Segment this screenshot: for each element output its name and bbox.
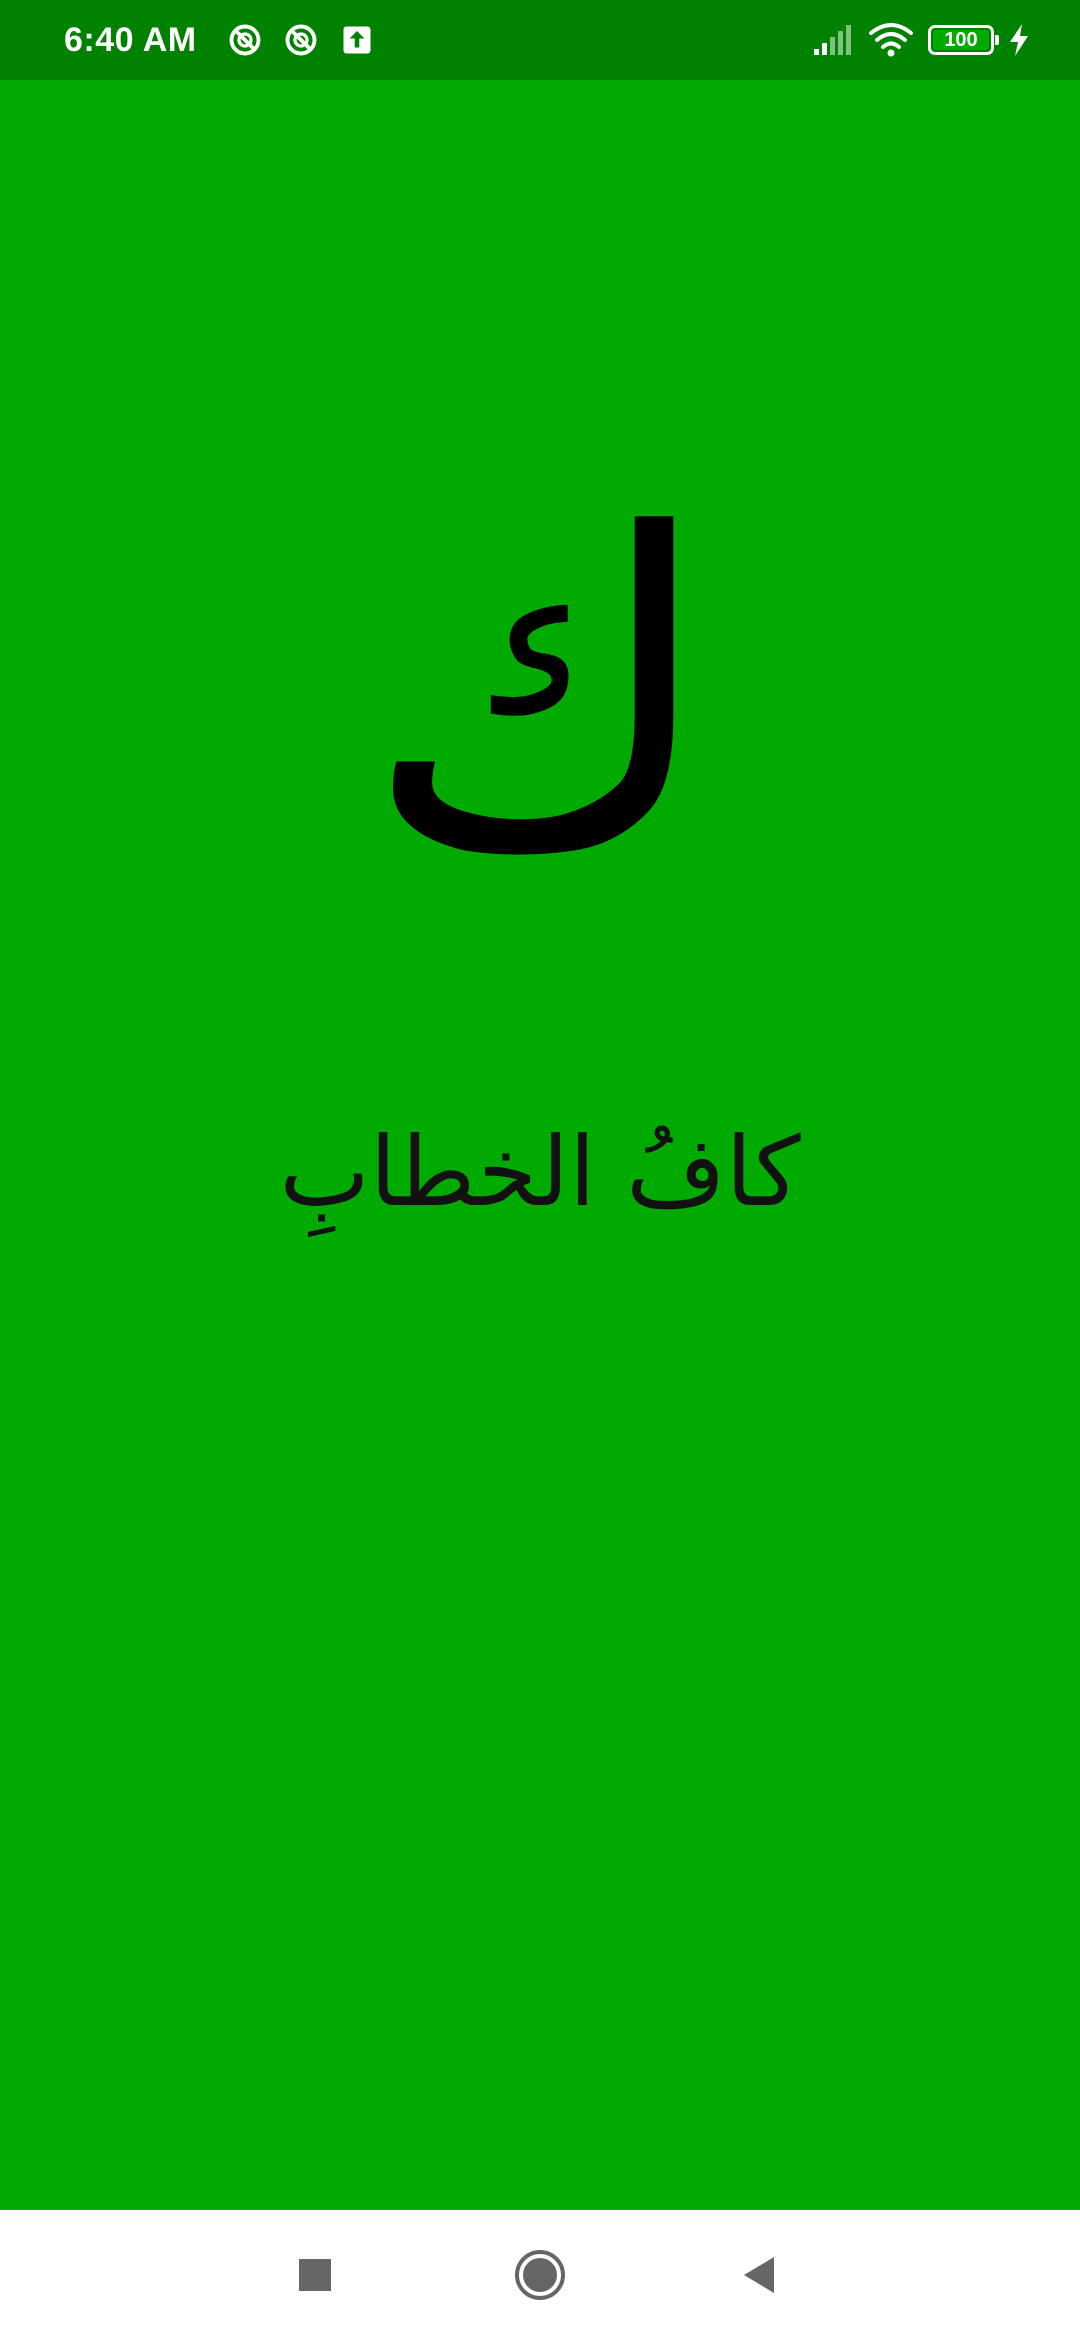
signal-icon <box>812 23 854 57</box>
wifi-icon <box>868 21 914 59</box>
battery-level: 100 <box>944 28 978 51</box>
letter-name: كافُ الخطابِ <box>279 1116 801 1228</box>
navigation-bar <box>0 2210 1080 2340</box>
battery-icon <box>928 25 994 55</box>
no-disturb-icon <box>227 22 263 58</box>
clock: 6:40 AM <box>64 20 197 59</box>
no-disturb-icon <box>283 22 319 58</box>
status-bar <box>0 0 1080 80</box>
triangle-back-icon <box>740 2255 780 2295</box>
arabic-letter: ك <box>362 445 718 945</box>
back-button[interactable] <box>725 2240 795 2310</box>
home-button[interactable] <box>505 2240 575 2310</box>
circle-icon <box>513 2248 567 2302</box>
upload-icon <box>339 22 375 58</box>
recents-button[interactable] <box>280 2240 350 2310</box>
status-right <box>812 0 1030 80</box>
charging-icon <box>1008 23 1030 57</box>
square-icon <box>298 2258 332 2292</box>
status-left <box>64 0 375 80</box>
